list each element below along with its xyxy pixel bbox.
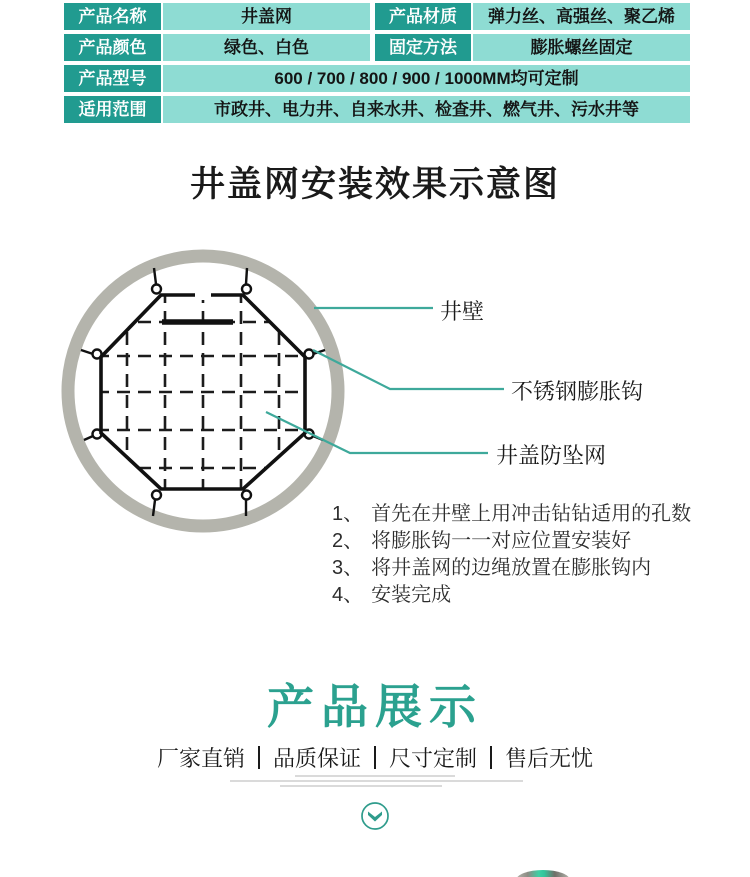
rope-gap: [195, 289, 211, 300]
install-step-4: [332, 582, 691, 609]
table-row: [64, 65, 690, 92]
next-product-photo-sliver: [516, 870, 570, 877]
spec-label-scope: 适用范围: [64, 96, 161, 123]
callout-anti-fall-net: 井盖防坠网: [496, 443, 607, 468]
selling-point: 品质保证: [272, 746, 361, 771]
spec-label-material: 产品材质: [375, 3, 471, 30]
spec-value-material: 弹力丝、高强丝、聚乙烯: [473, 3, 690, 30]
scroll-down-button[interactable]: [360, 801, 390, 831]
spec-label-model: 产品型号: [64, 65, 161, 92]
chevron-down-icon: [360, 801, 390, 831]
install-steps: [332, 501, 691, 609]
step-number: 1、: [332, 503, 364, 525]
table-row: [64, 96, 690, 123]
spec-value-model: 600 / 700 / 800 / 900 / 1000MM均可定制: [163, 65, 690, 92]
selling-point: 厂家直销: [156, 746, 245, 771]
callout-well-wall: 井壁: [440, 299, 485, 324]
step-text: 将井盖网的边绳放置在膨胀钩内: [371, 557, 652, 579]
install-step-1: [332, 501, 691, 528]
selling-point: 售后无忧: [505, 746, 594, 771]
step-text: 将膨胀钩一一对应位置安装好: [371, 530, 632, 552]
install-diagram-title: 井盖网安装效果示意图: [189, 165, 560, 204]
fine-print-line: [280, 785, 442, 787]
spec-value-name: 井盖网: [163, 3, 370, 30]
step-text: 首先在井壁上用冲击钻钻适用的孔数: [371, 503, 692, 525]
table-row: [64, 3, 690, 30]
step-text: 安装完成: [371, 584, 452, 606]
spec-value-scope: 市政井、电力井、自来水井、检查井、燃气井、污水井等: [163, 96, 690, 123]
table-row: [64, 34, 690, 61]
spec-label-name: 产品名称: [64, 3, 161, 30]
selling-points: [0, 742, 750, 773]
step-number: 2、: [332, 530, 364, 552]
selling-point: 尺寸定制: [389, 746, 478, 771]
install-step-3: [332, 555, 691, 582]
install-step-2: [332, 528, 691, 555]
callout-expansion-hook: 不锈钢膨胀钩: [511, 379, 644, 404]
fine-print-line: [295, 775, 455, 777]
spec-label-fixing: 固定方法: [375, 34, 471, 61]
step-number: 4、: [332, 584, 364, 606]
spec-table: [64, 3, 690, 127]
spec-value-fixing: 膨胀螺丝固定: [473, 34, 690, 61]
spec-label-color: 产品颜色: [64, 34, 161, 61]
showcase-title: 产品展示: [267, 680, 483, 733]
spec-value-color: 绿色、白色: [163, 34, 370, 61]
step-number: 3、: [332, 557, 364, 579]
fine-print-line: [230, 780, 523, 782]
